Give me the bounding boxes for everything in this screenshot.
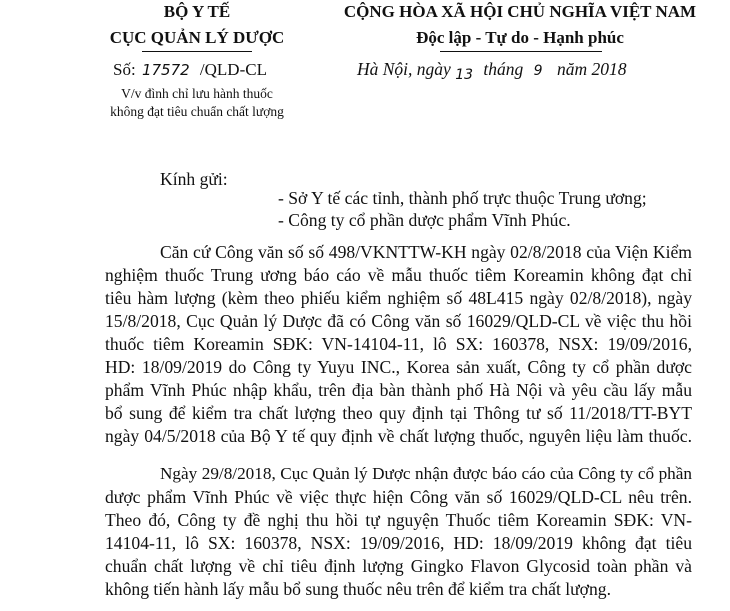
agency-underline [142, 51, 252, 52]
subject-line-1: V/v đình chỉ lưu hành thuốc [121, 86, 273, 101]
paragraph-2-line: 14104-11, lô SX: 160378, NSX: 19/09/2016, HD: 18/09/2019 không đạt tiêu [105, 533, 692, 553]
subject-line-2: không đạt tiêu chuẩn chất lượng [110, 104, 284, 119]
paragraph-2-line: dược phẩm Vĩnh Phúc về việc thực hiện Công văn số 16029/QLD-CL nêu trên. [105, 487, 692, 507]
number-suffix: /QLD-CL [199, 60, 267, 79]
recipient-1: - Sở Y tế các tỉnh, thành phố trực thuộc Trung ương; [278, 188, 647, 208]
paragraph-1-line: Căn cứ Công văn số số 498/VKNTTW-KH ngày 02/8/2018 của Viện Kiểm [160, 242, 692, 262]
paragraph-1-line: phẩm Vĩnh Phúc nhập khẩu, trên địa bàn thành phố Hà Nội và yêu cầu lấy mẫu [105, 380, 692, 400]
paragraph-1-line: 15/8/2018, Cục Quản lý Dược đã có Công văn số 16029/QLD-CL về việc thu hồi [105, 311, 692, 331]
paragraph-1-line: HD: 18/09/2019 do Công ty Yuyu INC., Korea sản xuất, Công ty cổ phần dược [105, 357, 692, 377]
date-year: năm 2018 [556, 59, 627, 79]
paragraph-1-line: tiêu hàm lượng (kèm theo phiếu kiểm nghiệm số 48L415 ngày 02/8/2018), ngày [105, 288, 692, 308]
greeting: Kính gửi: [160, 169, 228, 189]
paragraph-1-line: ngày 04/5/2018 của Bộ Y tế quy định về chất lượng thuốc, nguyên liệu làm thuốc. [105, 426, 692, 446]
paragraph-2-line: Theo đó, Công ty đề nghị thu hồi tự nguyện Thuốc tiêm Koreamin SĐK: VN- [105, 510, 692, 530]
paragraph-2-line: chuẩn chất lượng về chỉ tiêu định lượng Gingko Flavon Glycosid toàn phần và [105, 556, 692, 576]
date-day: 13 [455, 67, 474, 83]
date-month-label: tháng [483, 59, 524, 79]
paragraph-2-line: Ngày 29/8/2018, Cục Quản lý Dược nhận được báo cáo của Công ty cổ phần [160, 464, 692, 483]
place-date [357, 59, 627, 83]
paragraph-1-line: nghiệm thuốc Trung ương báo cáo về mẫu thuốc tiêm Koreamin không đạt chỉ [105, 265, 692, 285]
paragraph-1-line: thuốc tiêm Koreamin SĐK: VN-14104-11, lô SX: 160378, NSX: 19/09/2016, [105, 334, 692, 354]
national-motto: Độc lập - Tự do - Hạnh phúc [416, 28, 624, 47]
agency-name: CỤC QUẢN LÝ DƯỢC [109, 28, 285, 47]
paragraph-2-line: không tiến hành lấy mẫu bổ sung thuốc nêu trên để kiểm tra chất lượng. [105, 579, 611, 599]
date-month: 9 [533, 63, 543, 79]
number-prefix: Số: [113, 60, 136, 79]
motto-underline [440, 51, 602, 52]
country-name: CỘNG HÒA XÃ HỘI CHỦ NGHĨA VIỆT NAM [343, 2, 697, 21]
recipient-2: - Công ty cổ phần dược phẩm Vĩnh Phúc. [278, 210, 571, 230]
number-handwritten: 17572 [141, 61, 190, 79]
paragraph-1-line: bổ sung để kiểm tra chất lượng theo quy định tại Thông tư số 11/2018/TT-BYT [105, 403, 692, 423]
document-number [113, 60, 267, 80]
date-prefix: Hà Nội, ngày [357, 59, 451, 79]
ministry-name: BỘ Y TẾ [163, 2, 231, 21]
